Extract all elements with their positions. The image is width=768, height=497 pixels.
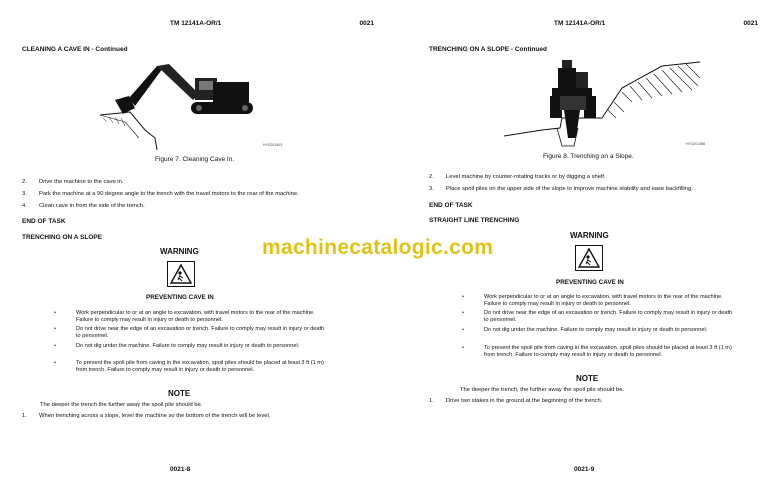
preventing-cave-in-title: PREVENTING CAVE IN [556,279,624,286]
warning-bullet: • Work perpendicular to or at an angle to excavation, with travel motors to the rear of the machine. Failure to comply may result in injury or death to personnel. [462,294,723,307]
figure-caption: Figure 7. Cleaning Cave In. [155,156,235,163]
figure-number: HYD201488 [686,142,706,146]
warning-bullet: • Do not drive near the edge of an excavation or trench. Failure to comply may result in injury or death to personnel. [462,310,733,323]
header-manual-id: TM 12141A-OR/1 [170,20,222,27]
warning-title: WARNING [160,247,199,256]
header-manual-id: TM 12141A-OR/1 [554,20,606,27]
warning-icon [575,245,603,271]
section-title: CLEANING A CAVE IN - Continued [22,46,128,53]
slope-trenching-illustration [502,58,702,148]
excavator-illustration [95,60,275,150]
warning-bullet: • Do not dig under the machine. Failure to comply may result in injury or death to personnel. [462,327,708,333]
note-text: The deeper the trench, the further away the spoil pile should be. [460,387,625,393]
warning-bullet: • To prevent the spoil pile from caving in the excavation, spoil piles should be placed at least 3 ft (1 m) from trench. Failure to comply may result in injury or death to personnel. [54,360,324,373]
note-title: NOTE [576,374,599,383]
warning-title: WARNING [570,231,609,240]
header-work-package: 0021 [359,20,374,27]
warning-bullet: • Do not dig under the machine. Failure to comply may result in injury or death to personnel. [54,343,300,349]
end-of-task: END OF TASK [429,202,473,209]
end-of-task: END OF TASK [22,218,66,225]
warning-bullet: • To prevent the spoil pile from caving in the excavation, spoil piles should be placed at least 3 ft (1 m) from trench. Failure to comply may result in injury or death to personnel. [462,345,732,358]
note-text: The deeper the trench the further away the spoil pile should be. [40,402,203,408]
warning-icon [167,261,195,287]
section-title: TRENCHING ON A SLOPE - Continued [429,46,547,53]
left-page: TM 12141A-OR/1 0021 CLEANING A CAVE IN - Continued HYD201503 Figure 7. Cleaning Cave In. 2. Drive the machine to the cave in. 3. Park the machine at a 90 degree angle to the trench with the travel motors to the rear of the machine. 4. Clean cave in from the side of the trench. END OF TASK TRENCHING ON A SLOPE WARNING PREVENTING CAVE IN • Work perpendicular to or at an angle to excavation, with travel motors to the rear of the machine. Failure to comply may result in injury or death to personnel. • Do not drive near the edge of an excavation or trench. Failure to comply may result in injury or death to personnel. • Do not dig under the machine. Failure to comply may result in injury or death to personnel. • To prevent the spoil pile from caving in the excavation, spoil piles should be placed at least 3 ft (1 m) from trench. Failure to comply may result in injury or death to personnel. NOTE The deeper the trench the further away the spoil pile should be. 1. When trenching across a slope, level the machine so the bottom of the trench will be level. 0021-8 [22,20,374,473]
section-title: TRENCHING ON A SLOPE [22,234,103,241]
figure-number: HYD201503 [263,143,283,147]
section-title: STRAIGHT LINE TRENCHING [429,217,520,224]
note-title: NOTE [168,389,191,398]
header-work-package: 0021 [743,20,758,27]
page-number: 0021-8 [170,466,191,473]
warning-bullet: • Work perpendicular to or at an angle to excavation, with travel motors to the rear of the machine. Failure to comply may result in injury or death to personnel. [54,310,315,323]
right-page: TM 12141A-OR/1 0021 TRENCHING ON A SLOPE - Continued HYD201488 Figure 8. Trenching on a Slope. 2. Level machine by counter-rotating tracks or by digging a shelf. 3. Place spoil piles on the upper side of the slope to improve machine stability and ease backfilling. END OF TASK STRAIGHT LINE TRENCHING WARNING PREVENTING CAVE IN • Work perpendicular to or at an angle to excavation, with travel motors to the rear of the machine. Failure to comply may result in injury or death to personnel. • Do not drive near the edge of an excavation or trench. Failure to comply may result in injury or death to personnel. • Do not dig under the machine. Failure to comply may result in injury or death to personnel. • To prevent the spoil pile from caving in the excavation, spoil piles should be placed at least 3 ft (1 m) from trench. Failure to comply may result in injury or death to personnel. NOTE The deeper the trench, the further away the spoil pile should be. 1. Drive two stakes in the ground at the beginning of the trench. 0021-9 [429,20,758,473]
figure-caption: Figure 8. Trenching on a Slope. [543,153,634,160]
warning-bullet: • Do not drive near the edge of an excavation or trench. Failure to comply may result in injury or death to personnel. [54,326,325,339]
page-number: 0021-9 [574,466,595,473]
preventing-cave-in-title: PREVENTING CAVE IN [146,294,214,301]
watermark-text: machinecatalogic.com [262,236,494,259]
